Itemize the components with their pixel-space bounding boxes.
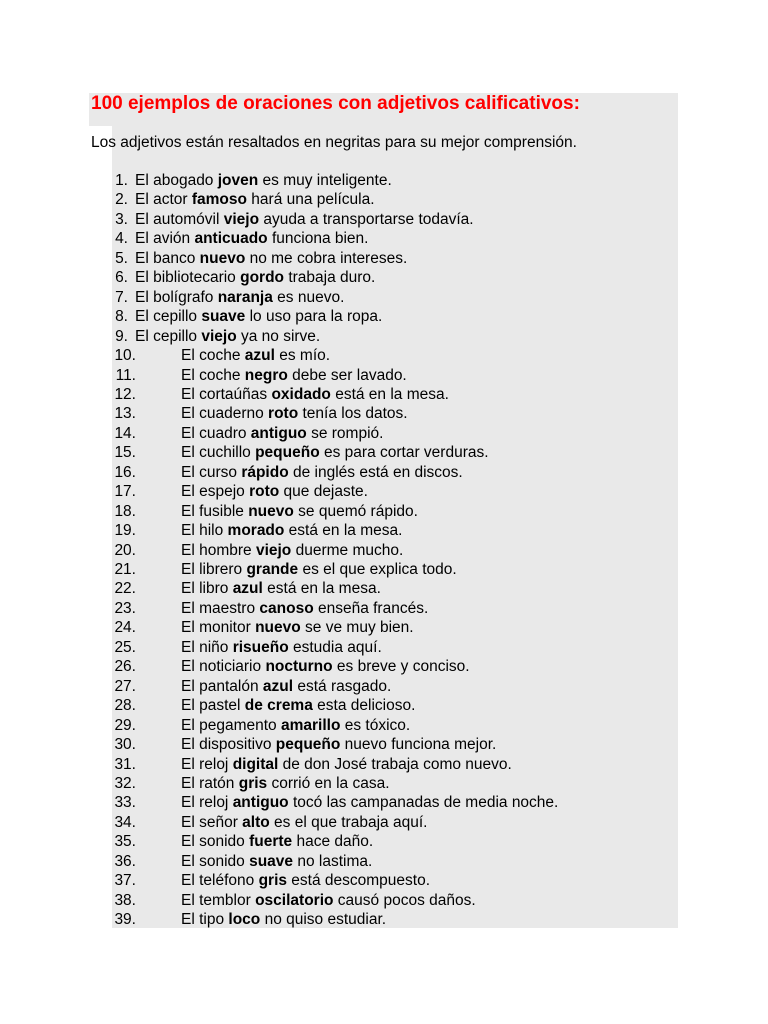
list-item xyxy=(0,268,768,288)
adjective: loco xyxy=(228,911,261,929)
sentence-end: hará una película. xyxy=(246,191,375,209)
sentence-end: ayuda a transportarse todavía. xyxy=(259,210,474,228)
sentence-end: es breve y conciso. xyxy=(332,658,470,676)
sentence-end: está en la mesa. xyxy=(262,580,381,598)
list-item xyxy=(0,774,768,794)
sentence-end: es el que trabaja aquí. xyxy=(269,813,428,831)
sentence-start: El dispositivo xyxy=(181,736,276,754)
item-number: 28. xyxy=(114,697,136,715)
page-title: 100 ejemplos de oraciones con adjetivos calificativos: xyxy=(91,93,580,114)
adjective: oxidado xyxy=(271,385,331,403)
sentence-start: El noticiario xyxy=(181,658,266,676)
sentence-end: lo uso para la ropa. xyxy=(245,308,383,326)
list-item xyxy=(0,210,768,230)
item-sentence xyxy=(181,735,496,755)
item-number: 5. xyxy=(115,249,128,267)
sentence-end: es para cortar verduras. xyxy=(319,444,489,462)
adjective: azul xyxy=(262,677,294,695)
sentence-start: El pegamento xyxy=(181,716,281,734)
adjective: nuevo xyxy=(248,502,294,520)
sentence-end: nuevo funciona mejor. xyxy=(340,736,497,754)
list-item xyxy=(0,579,768,599)
item-sentence xyxy=(181,755,512,775)
item-number: 20. xyxy=(114,541,136,559)
adjective: famoso xyxy=(191,191,247,209)
sentence-start: El tipo xyxy=(181,911,229,929)
item-sentence xyxy=(181,793,558,813)
sentence-end: enseña francés. xyxy=(313,599,429,617)
list-item xyxy=(0,657,768,677)
list-item xyxy=(0,541,768,561)
sentence-start: El pastel xyxy=(181,697,245,715)
adjective: risueño xyxy=(232,638,289,656)
list-item xyxy=(0,249,768,269)
adjective: gris xyxy=(238,774,268,792)
adjective: azul xyxy=(232,580,263,598)
item-sentence xyxy=(181,463,463,483)
list-item xyxy=(0,190,768,210)
sentence-end: debe ser lavado. xyxy=(287,366,407,384)
item-sentence xyxy=(181,696,415,716)
sentence-start: El coche xyxy=(181,347,245,365)
item-number: 37. xyxy=(114,872,136,890)
item-sentence xyxy=(181,891,476,911)
item-number: 17. xyxy=(114,483,136,501)
sentence-end: causó pocos daños. xyxy=(333,891,476,909)
sentence-end: trabaja duro. xyxy=(284,269,376,287)
item-number: 26. xyxy=(114,658,136,676)
sentence-start: El sonido xyxy=(181,852,250,870)
item-sentence xyxy=(181,385,449,405)
item-sentence xyxy=(181,852,372,872)
item-number: 32. xyxy=(114,774,136,792)
adjective: de crema xyxy=(244,697,313,715)
adjective: antiguo xyxy=(232,794,289,812)
list-item xyxy=(0,677,768,697)
sentence-start: El abogado xyxy=(135,172,218,189)
list-item xyxy=(0,404,768,424)
sentence-start: El teléfono xyxy=(181,872,259,890)
list-item xyxy=(0,638,768,658)
item-number: 11. xyxy=(115,366,136,384)
adjective: antiguo xyxy=(250,424,307,442)
list-item xyxy=(0,171,768,191)
adjective: azul xyxy=(244,347,275,365)
sentence-start: El coche xyxy=(181,366,245,384)
adjective: grande xyxy=(246,561,299,578)
sentence-start: El bibliotecario xyxy=(135,269,241,287)
item-sentence xyxy=(181,482,368,502)
sentence-start: El curso xyxy=(181,463,242,481)
adjective: anticuado xyxy=(194,230,268,248)
item-sentence xyxy=(181,424,383,444)
item-number: 8. xyxy=(115,308,128,326)
list-item xyxy=(0,852,768,872)
sentence-end: está descompuesto. xyxy=(287,872,431,890)
item-number: 12. xyxy=(114,385,136,403)
item-sentence xyxy=(181,716,410,736)
list-item xyxy=(0,288,768,308)
list-item xyxy=(0,793,768,813)
sentence-end: no lastima. xyxy=(293,852,373,870)
sentence-end: esta delicioso. xyxy=(312,697,416,715)
list-item xyxy=(0,560,768,580)
sentence-end: funciona bien. xyxy=(267,230,369,248)
sentence-start: El cuadro xyxy=(181,424,251,442)
sentence-end: de inglés está en discos. xyxy=(288,463,463,481)
list-item xyxy=(0,521,768,541)
item-number: 38. xyxy=(114,891,136,909)
sentence-end: hace daño. xyxy=(292,833,374,851)
adjective: viejo xyxy=(201,327,237,345)
sentence-start: El hombre xyxy=(181,541,256,559)
item-number: 27. xyxy=(114,677,136,695)
sentence-start: El actor xyxy=(135,191,192,209)
item-sentence xyxy=(181,521,402,541)
item-number: 1. xyxy=(115,172,128,189)
item-sentence xyxy=(181,579,381,599)
item-number: 34. xyxy=(114,813,136,831)
adjective: joven xyxy=(217,172,259,189)
item-sentence xyxy=(181,346,330,366)
adjective: oscilatorio xyxy=(255,891,334,909)
sentence-start: El maestro xyxy=(181,599,260,617)
sentence-end: está en la mesa. xyxy=(284,522,403,540)
sentence-start: El automóvil xyxy=(135,210,224,228)
item-number: 9. xyxy=(115,327,128,345)
item-sentence xyxy=(135,327,320,347)
adjective: pequeño xyxy=(275,736,341,754)
item-sentence xyxy=(181,832,373,852)
sentence-start: El cuchillo xyxy=(181,444,256,462)
item-number: 22. xyxy=(114,580,136,598)
adjective: alto xyxy=(242,813,270,831)
sentence-end: no me cobra intereses. xyxy=(245,249,408,267)
item-number: 21. xyxy=(114,561,136,578)
list-item xyxy=(0,482,768,502)
intro-text: Los adjetivos están resaltados en negritas para su mejor comprensión. xyxy=(91,134,577,151)
item-sentence xyxy=(181,541,403,561)
item-sentence xyxy=(181,366,407,386)
sentence-end: está en la mesa. xyxy=(330,385,449,403)
item-number: 6. xyxy=(115,269,128,287)
item-sentence xyxy=(181,871,430,891)
item-sentence xyxy=(135,229,368,249)
item-sentence xyxy=(181,560,457,580)
adjective: nuevo xyxy=(199,249,246,267)
item-number: 3. xyxy=(115,210,128,228)
item-sentence xyxy=(181,443,489,463)
adjective: gris xyxy=(258,872,287,890)
adjective: nuevo xyxy=(255,619,301,637)
sentence-start: El niño xyxy=(181,638,233,656)
item-number: 4. xyxy=(115,230,128,248)
sentence-start: El reloj xyxy=(181,794,233,812)
sentence-end: ya no sirve. xyxy=(236,327,321,345)
item-sentence xyxy=(135,307,382,327)
sentence-start: El fusible xyxy=(181,502,249,520)
item-number: 35. xyxy=(114,833,136,851)
sentence-start: El bolígrafo xyxy=(135,288,218,306)
sentence-start: El pantalón xyxy=(181,677,263,695)
list-item xyxy=(0,599,768,619)
sentence-start: El banco xyxy=(135,249,200,267)
list-item xyxy=(0,910,768,930)
sentence-end: es el que explica todo. xyxy=(298,561,457,578)
item-number: 36. xyxy=(114,852,136,870)
item-number: 30. xyxy=(114,736,136,754)
sentence-end: duerme mucho. xyxy=(291,541,404,559)
sentence-start: El librero xyxy=(181,561,247,578)
sentence-start: El cuaderno xyxy=(181,405,269,423)
item-sentence xyxy=(135,249,407,269)
item-number: 7. xyxy=(115,288,128,306)
sentence-start: El temblor xyxy=(181,891,256,909)
sentence-start: El avión xyxy=(135,230,195,248)
sentence-end: se rompió. xyxy=(306,424,384,442)
list-item xyxy=(0,443,768,463)
list-item xyxy=(0,832,768,852)
item-number: 29. xyxy=(114,716,136,734)
sentence-start: El sonido xyxy=(181,833,250,851)
adjective: roto xyxy=(249,483,280,501)
adjective: pequeño xyxy=(255,444,320,462)
adjective: canoso xyxy=(259,599,314,617)
item-sentence xyxy=(181,657,470,677)
item-sentence xyxy=(181,502,418,522)
list-item xyxy=(0,813,768,833)
sentence-start: El cortaúñas xyxy=(181,385,272,403)
list-item xyxy=(0,327,768,347)
list-item xyxy=(0,502,768,522)
adjective: negro xyxy=(244,366,288,384)
item-number: 33. xyxy=(114,794,136,812)
adjective: viejo xyxy=(255,541,292,559)
sentence-end: que dejaste. xyxy=(279,483,368,501)
item-sentence xyxy=(135,190,375,210)
item-sentence xyxy=(181,813,427,833)
sentence-end: se ve muy bien. xyxy=(300,619,414,637)
list-item xyxy=(0,716,768,736)
item-number: 39. xyxy=(114,911,136,929)
item-number: 13. xyxy=(114,405,136,423)
item-sentence xyxy=(181,910,386,930)
sentence-start: El monitor xyxy=(181,619,256,637)
item-number: 15. xyxy=(114,444,136,462)
sentence-end: está rasgado. xyxy=(293,677,392,695)
item-sentence xyxy=(135,171,392,191)
item-number: 31. xyxy=(114,755,136,773)
sentence-start: El cepillo xyxy=(135,327,202,345)
sentence-end: estudia aquí. xyxy=(288,638,382,656)
adjective: roto xyxy=(268,405,299,423)
item-number: 16. xyxy=(114,463,136,481)
item-number: 14. xyxy=(114,424,136,442)
sentence-start: El espejo xyxy=(181,483,250,501)
sentence-end: de don José trabaja como nuevo. xyxy=(278,755,512,773)
item-number: 19. xyxy=(114,522,136,540)
adjective: nocturno xyxy=(265,658,333,676)
adjective: morado xyxy=(227,522,285,540)
item-sentence xyxy=(181,677,391,697)
item-sentence xyxy=(181,774,390,794)
adjective: suave xyxy=(249,852,294,870)
sentence-end: es muy inteligente. xyxy=(258,172,392,189)
item-sentence xyxy=(181,618,414,638)
sentence-end: tocó las campanadas de media noche. xyxy=(288,794,559,812)
adjective: rápido xyxy=(241,463,289,481)
sentence-start: El libro xyxy=(181,580,233,598)
sentence-end: corrió en la casa. xyxy=(267,774,390,792)
list-item xyxy=(0,618,768,638)
list-item xyxy=(0,307,768,327)
list-item xyxy=(0,696,768,716)
sentence-start: El hilo xyxy=(181,522,228,540)
list-item xyxy=(0,891,768,911)
adjective: amarillo xyxy=(280,716,341,734)
adjective: viejo xyxy=(223,210,260,228)
item-sentence xyxy=(135,268,375,288)
item-number: 25. xyxy=(114,638,136,656)
list-item xyxy=(0,346,768,366)
sentence-start: El reloj xyxy=(181,755,233,773)
list-item xyxy=(0,463,768,483)
adjective: fuerte xyxy=(249,833,293,851)
sentence-end: se quemó rápido. xyxy=(293,502,418,520)
adjective: naranja xyxy=(217,288,273,306)
list-item xyxy=(0,871,768,891)
item-sentence xyxy=(135,288,344,308)
item-number: 18. xyxy=(114,502,136,520)
adjective: suave xyxy=(201,308,246,326)
sentence-start: El cepillo xyxy=(135,308,202,326)
item-sentence xyxy=(181,599,428,619)
sentence-end: tenía los datos. xyxy=(298,405,408,423)
list-item xyxy=(0,385,768,405)
list-item xyxy=(0,755,768,775)
sentence-end: es nuevo. xyxy=(272,288,345,306)
item-number: 2. xyxy=(115,191,128,209)
sentence-end: es tóxico. xyxy=(340,716,411,734)
sentence-end: es mío. xyxy=(274,347,331,365)
item-sentence xyxy=(181,404,408,424)
item-number: 24. xyxy=(114,619,136,637)
list-item xyxy=(0,424,768,444)
item-sentence xyxy=(181,638,382,658)
sentence-start: El señor xyxy=(181,813,243,831)
item-sentence xyxy=(135,210,474,230)
list-item xyxy=(0,366,768,386)
sentence-end: no quiso estudiar. xyxy=(260,911,387,929)
list-item xyxy=(0,735,768,755)
adjective: gordo xyxy=(240,269,285,287)
item-number: 10. xyxy=(114,347,136,365)
item-number: 23. xyxy=(114,599,136,617)
sentence-start: El ratón xyxy=(181,774,239,792)
adjective: digital xyxy=(232,755,279,773)
list-item xyxy=(0,229,768,249)
